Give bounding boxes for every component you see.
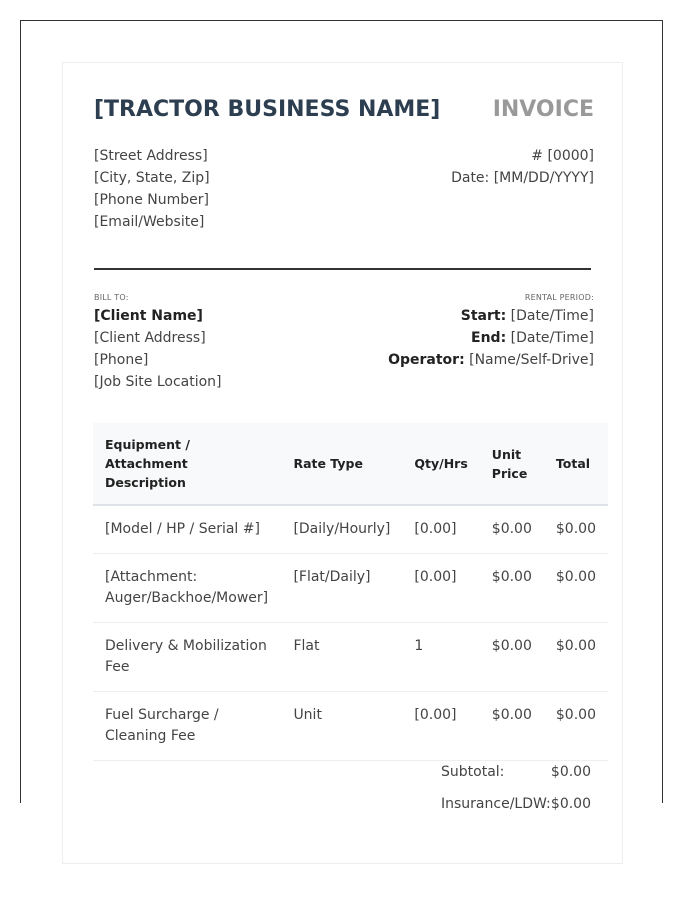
business-name: [TRACTOR BUSINESS NAME] <box>94 97 441 122</box>
operator-value: [Name/Self-Drive] <box>469 352 594 368</box>
cell-qty: 1 <box>402 623 479 692</box>
table-header-row <box>93 423 608 505</box>
cell-rate-type: [Daily/Hourly] <box>281 505 402 554</box>
bill-to-block <box>94 293 222 393</box>
start-label: Start: <box>460 308 507 324</box>
insurance-label: Insurance/LDW: <box>441 796 551 812</box>
cell-rate-type: Flat <box>281 623 402 692</box>
subtotal-row <box>441 761 591 793</box>
end-value: [Date/Time] <box>510 330 594 346</box>
cell-rate-type: Unit <box>281 692 402 761</box>
rental-start <box>388 305 594 327</box>
subtotal-label: Subtotal: <box>441 764 505 780</box>
cell-total: $0.00 <box>544 692 608 761</box>
rental-period-label: RENTAL PERIOD: <box>524 293 594 302</box>
header-qty: Qty/Hrs <box>402 423 479 505</box>
insurance-value: $0.00 <box>550 796 591 812</box>
client-line: [Client Address] <box>94 330 206 346</box>
cell-qty: [0.00] <box>402 505 479 554</box>
invoice-number: # [0000] <box>531 148 594 164</box>
cell-rate-type: [Flat/Daily] <box>281 554 402 623</box>
cell-total: $0.00 <box>544 505 608 554</box>
client-line: [Phone] <box>94 352 149 368</box>
address-line: [Street Address] <box>94 148 208 164</box>
header-unit-price: Unit Price <box>480 423 544 505</box>
cell-description: Delivery & Mobilization Fee <box>93 623 281 692</box>
header-rate-type: Rate Type <box>281 423 402 505</box>
cell-description: [Attachment: Auger/Backhoe/Mower] <box>93 554 281 623</box>
cell-total: $0.00 <box>544 623 608 692</box>
bill-to-label: BILL TO: <box>94 293 129 302</box>
cell-total: $0.00 <box>544 554 608 623</box>
insurance-row <box>441 793 591 825</box>
start-value: [Date/Time] <box>510 308 594 324</box>
cell-qty: [0.00] <box>402 692 479 761</box>
rental-end <box>388 327 594 349</box>
address-line: [Phone Number] <box>94 192 209 208</box>
table-row <box>93 692 608 761</box>
operator-label: Operator: <box>388 352 465 368</box>
business-address <box>94 145 210 233</box>
invoice-meta <box>451 145 594 189</box>
header-description: Equipment / Attachment Description <box>93 423 281 505</box>
address-line: [Email/Website] <box>94 214 205 230</box>
client-line: [Job Site Location] <box>94 374 222 390</box>
cell-unit-price: $0.00 <box>480 505 544 554</box>
end-label: End: <box>471 330 507 346</box>
subtotal-value: $0.00 <box>550 764 591 780</box>
totals-block <box>441 761 591 825</box>
cell-unit-price: $0.00 <box>480 623 544 692</box>
header-divider <box>94 268 591 270</box>
rental-period-block <box>388 293 594 371</box>
cell-unit-price: $0.00 <box>480 554 544 623</box>
cell-unit-price: $0.00 <box>480 692 544 761</box>
cell-description: [Model / HP / Serial #] <box>93 505 281 554</box>
invoice-card <box>62 62 623 864</box>
cell-qty: [0.00] <box>402 554 479 623</box>
table-row <box>93 554 608 623</box>
invoice-date: Date: [MM/DD/YYYY] <box>451 170 594 186</box>
header-total: Total <box>544 423 608 505</box>
address-line: [City, State, Zip] <box>94 170 210 186</box>
line-items-table <box>93 423 608 761</box>
client-name: [Client Name] <box>94 308 203 324</box>
page-frame <box>20 20 663 812</box>
rental-operator <box>388 349 594 371</box>
document-title: INVOICE <box>492 97 594 122</box>
cell-description: Fuel Surcharge / Cleaning Fee <box>93 692 281 761</box>
table-row <box>93 505 608 554</box>
table-row <box>93 623 608 692</box>
